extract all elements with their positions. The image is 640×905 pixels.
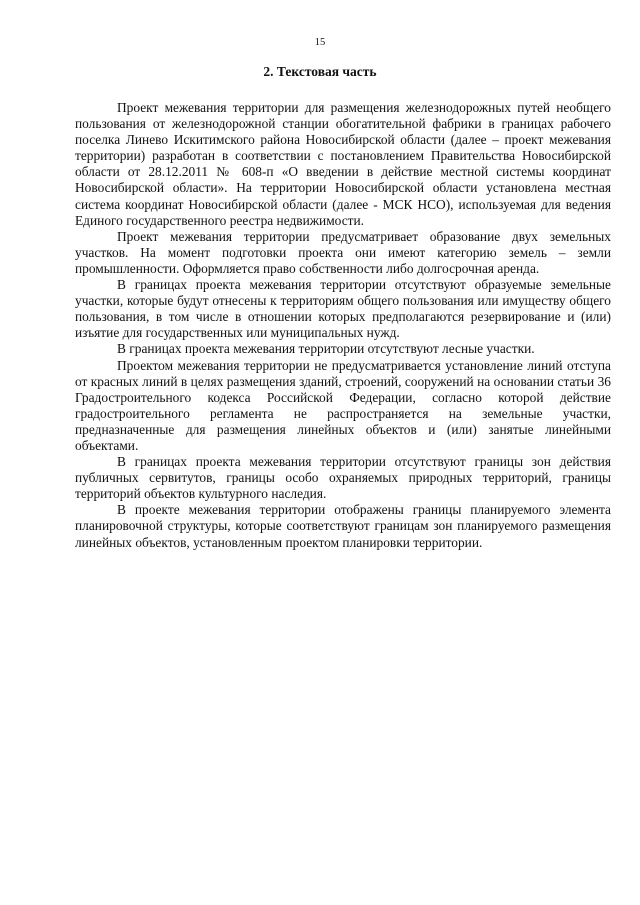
paragraph: В границах проекта межевания территории отсутствуют образуемые земельные участки, которые будут отнесены к территориям общего пользования или имуществу общего пользования, в том числе в отношении которых предполагаются резервирование и (или) изъятие для государственных или муниципальных нужд. <box>75 277 611 341</box>
section-body <box>75 100 611 551</box>
section-heading: 2. Текстовая часть <box>263 64 377 79</box>
paragraph: Проектом межевания территории не предусматривается установление линий отступа от красных линий в целях размещения зданий, строений, сооружений на основании статьи 36 Градостроительного кодекса Российской Федерации, согласно которой действие градостроительного регламента не распространяется на земельные участки, предназначенные для размещения линейных объектов и (или) занятые линейными объектами. <box>75 357 611 453</box>
paragraph: В границах проекта межевания территории отсутствуют границы зон действия публичных сервитутов, границы особо охраняемых природных территорий, границы территорий объектов культурного наследия. <box>75 454 611 502</box>
page-number: 15 <box>314 37 326 48</box>
paragraph: Проект межевания территории предусматривает образование двух земельных участков. На момент подготовки проекта они имеют категорию земель – земли промышленности. Оформляется право собственности либо долгосрочная аренда. <box>75 228 611 276</box>
paragraph: В границах проекта межевания территории отсутствуют лесные участки. <box>117 341 535 357</box>
paragraph: В проекте межевания территории отображены границы планируемого элемента планировочной структуры, которые соответствуют границам зон планируемого размещения линейных объектов, установленным проектом планировки территории. <box>75 502 611 550</box>
paragraph: Проект межевания территории для размещения железнодорожных путей необщего пользования от железнодорожной станции обогатительной фабрики в границах рабочего поселка Линево Искитимского района Новосибирской области (далее – проект межевания территории) разработан в соответствии с постановлением Правительства Новосибирской области от 28.12.2011 № 608-п «О введении в действие местной системы координат Новосибирской области». На территории Новосибирской области установлена местная система координат Новосибирской области (далее - МСК НСО), используемая для ведения Единого государственного реестра недвижимости. <box>75 100 611 228</box>
